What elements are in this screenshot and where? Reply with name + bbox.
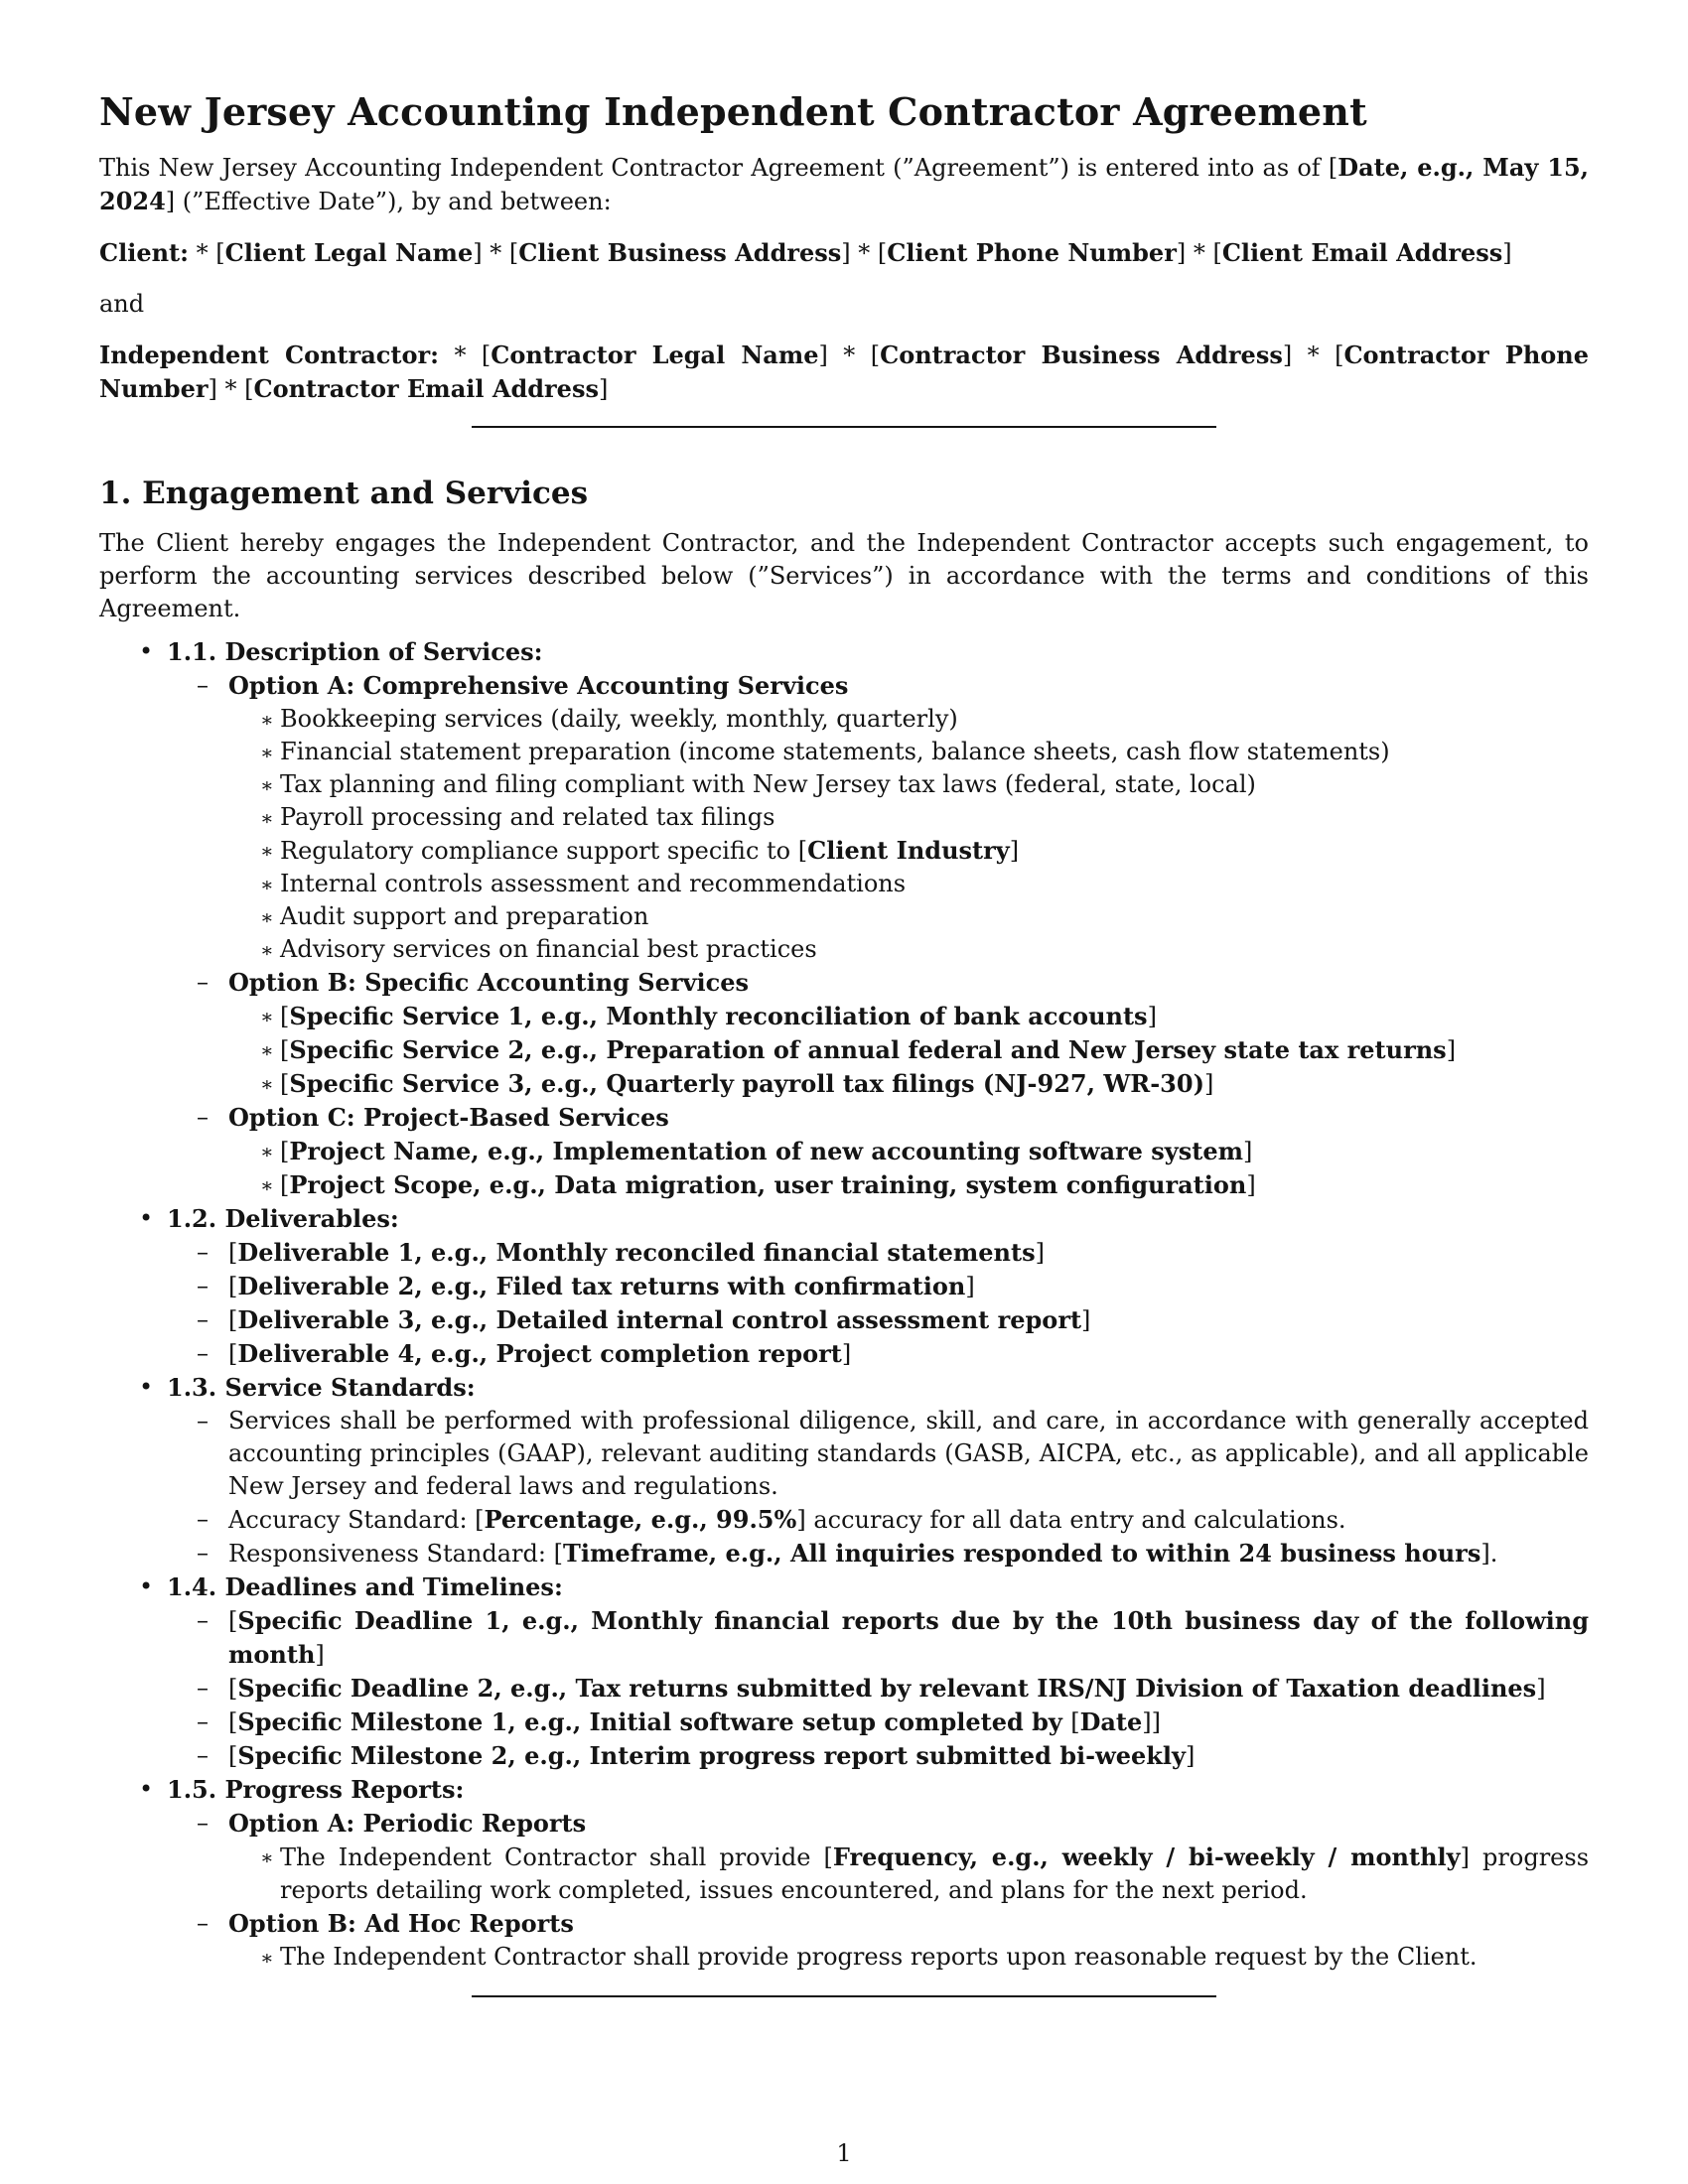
item-label: 1.4. Deadlines and Timelines: (167, 1572, 563, 1601)
placeholder-text-part: Specific Milestone 1, e.g., Initial software setup completed by (237, 1707, 1071, 1736)
list-item-1-5: • 1.5. Progress Reports: – Option A: Periodic Reports ∗ The Independent Contractor shall provide [Frequency, e.g., weekly / bi-weekly / monthly] progress reports detailing work completed, issues encountered, and plans for the next period. – Option B: Ad Hoc Reports ∗ The Independent Contractor shall provide progress reports upon reasonable request by the Client. (99, 1773, 1589, 1974)
document-page (99, 87, 1589, 1997)
sublist (197, 669, 1589, 1202)
placeholder-text: Timeframe, e.g., All inquiries responded to within 24 business hours (562, 1539, 1481, 1568)
client-industry-placeholder: Client Industry (807, 836, 1010, 865)
list-item: ∗ [Specific Service 1, e.g., Monthly reconciliation of bank accounts] (260, 1002, 1157, 1030)
list-item: ∗ The Independent Contractor shall provide progress reports upon reasonable request by the Client. (260, 1943, 1477, 1971)
placeholder-text: Deliverable 2, e.g., Filed tax returns with confirmation (237, 1272, 966, 1300)
contractor-name-placeholder: Contractor Legal Name (491, 341, 819, 369)
list-item: – Services shall be performed with professional diligence, skill, and care, in accordance with generally accepted accounting principles (GAAP), relevant auditing standards (GASB, AICPA, etc., as applicable), and all applicable New Jersey and federal laws and regulations. (197, 1407, 1589, 1500)
placeholder-text: Specific Service 3, e.g., Quarterly payroll tax filings (NJ-927, WR-30) (289, 1069, 1204, 1098)
section-1-list (99, 635, 1589, 1974)
option-b-specific: – Option B: Specific Accounting Services ∗ [Specific Service 1, e.g., Monthly reconciliation of bank accounts] ∗ [Specific Service 2, e.g., Preparation of annual federal and New Jersey state tax returns] ∗ [Specific Service 3, e.g., Quarterly payroll tax filings (NJ-927, WR-30)] (167, 966, 1589, 1101)
option-label: Option A: Comprehensive Accounting Services (228, 671, 849, 700)
item-label: 1.3. Service Standards: (167, 1373, 476, 1402)
list-item: ∗ The Independent Contractor shall provide [Frequency, e.g., weekly / bi-weekly / monthly] progress reports detailing work completed, issues encountered, and plans for the next period. (260, 1843, 1590, 1904)
option-a-comprehensive: – Option A: Comprehensive Accounting Services ∗ Bookkeeping services (daily, weekly, monthly, quarterly) ∗ Financial statement preparation (income statements, balance sheets, cash flow statements) ∗ Tax planning and filing compliant with New Jersey tax laws (federal, state, local) ∗ Payroll processing and related tax filings ∗ Regulatory compliance support specific to [Client Industry] ∗ Internal controls assessment and recommendations ∗ Audit support and preparation ∗ Advisory services on financial best practices (167, 669, 1589, 966)
item-label: 1.1. Description of Services: (167, 637, 543, 666)
option-label: Option A: Periodic Reports (228, 1809, 587, 1838)
sublist (260, 1135, 1589, 1202)
list-item: – [Specific Milestone 1, e.g., Initial software setup completed by [Date]] (197, 1707, 1162, 1736)
list-item: – [Deliverable 4, e.g., Project completion report] (197, 1339, 852, 1368)
list-item-text: Regulatory compliance support specific to (280, 837, 798, 865)
page-number: 1 (836, 2139, 852, 2167)
list-item: ∗ Payroll processing and related tax filings (260, 803, 775, 831)
item-label: 1.2. Deliverables: (167, 1204, 399, 1233)
list-item-text: Audit support and preparation (280, 902, 649, 930)
option-b-adhoc: – Option B: Ad Hoc Reports ∗ The Independent Contractor shall provide progress reports upon reasonable request by the Client. (167, 1907, 1589, 1974)
client-label: Client: (99, 238, 189, 267)
contractor-block: Independent Contractor: * [Contractor Legal Name] * [Contractor Business Address] * [Contractor Phone Number] * [Contractor Email Address] (99, 341, 1590, 403)
list-item: – [Specific Deadline 2, e.g., Tax returns submitted by relevant IRS/NJ Division of Taxation deadlines] (197, 1674, 1546, 1703)
option-label: Option B: Ad Hoc Reports (228, 1909, 574, 1938)
list-item: ∗ [Specific Service 2, e.g., Preparation of annual federal and New Jersey state tax returns] (260, 1035, 1457, 1064)
list-item: – Accuracy Standard: [Percentage, e.g., 99.5%] accuracy for all data entry and calculations. (197, 1505, 1346, 1534)
list-item: – [Specific Deadline 1, e.g., Monthly financial reports due by the 10th business day of the following month] (197, 1606, 1589, 1669)
list-item-text: Tax planning and filing compliant with New Jersey tax laws (federal, state, local) (280, 770, 1256, 798)
list-item: – [Deliverable 2, e.g., Filed tax returns with confirmation] (197, 1272, 975, 1300)
list-item: ∗ Tax planning and filing compliant with New Jersey tax laws (federal, state, local) (260, 770, 1256, 798)
list-item-1-4: • 1.4. Deadlines and Timelines: – [Specific Deadline 1, e.g., Monthly financial reports due by the 10th business day of the following month] – [Specific Deadline 2, e.g., Tax returns submitted by relevant IRS/NJ Division of Taxation deadlines] – [Specific Milestone 1, e.g., Initial software setup completed by [Date]] – [Specific Milestone 2, e.g., Interim progress report submitted bi-weekly] (99, 1570, 1589, 1773)
sublist (197, 1807, 1590, 1974)
option-label: Option C: Project-Based Services (228, 1103, 669, 1132)
list-item-1-1: • 1.1. Description of Services: – Option A: Comprehensive Accounting Services ∗ Bookkeeping services (daily, weekly, monthly, quarterly) ∗ Financial statement preparation (income statements, balance sheets, cash flow statements) ∗ Tax planning and filing compliant with New Jersey tax laws (federal, state, local) ∗ Payroll processing and related tax filings ∗ Regulatory compliance support specific to [Client Industry] ∗ Internal controls assessment and recommendations ∗ Audit support and preparation ∗ Advisory services on financial best practices – Option B: Specific Accounting Services ∗ [Specific Service 1, e.g., Monthly reconciliation of bank accounts] ∗ [Specific Service 2, e.g., Preparation of annual federal and New Jersey state tax returns] ∗ [Specific Service 3, e.g., Quarterly payroll tax filings (NJ-927, WR-30)] – Option C: Project-Based Services ∗ [Project Name, e.g., Implementation of new accounting software system] ∗ [Project Scope, e.g., Data migration, user training, system configuration] (99, 635, 1589, 1202)
list-item: ∗ [Specific Service 3, e.g., Quarterly payroll tax filings (NJ-927, WR-30)] (260, 1069, 1214, 1098)
list-item: – [Deliverable 3, e.g., Detailed internal control assessment report] (197, 1305, 1091, 1334)
list-item-text: Responsiveness Standard: (228, 1540, 554, 1568)
sublist (260, 1841, 1590, 1907)
list-item-1-3: • 1.3. Service Standards: – Services shall be performed with professional diligence, skill, and care, in accordance with generally accepted accounting principles (GAAP), relevant auditing standards (GASB, AICPA, etc., as applicable), and all applicable New Jersey and federal laws and regulations. – Accuracy Standard: [Percentage, e.g., 99.5%] accuracy for all data entry and calculations. – Responsiveness Standard: [Timeframe, e.g., All inquiries responded to within 24 business hours]. (99, 1371, 1589, 1570)
sublist (260, 1941, 1589, 1974)
list-item-text: . (1489, 1540, 1498, 1568)
list-item: – [Deliverable 1, e.g., Monthly reconciled financial statements] (197, 1238, 1045, 1267)
placeholder-text: Project Name, e.g., Implementation of new accounting software system (289, 1137, 1243, 1165)
list-item: ∗ [Project Name, e.g., Implementation of new accounting software system] (260, 1137, 1253, 1165)
intro-text-end: (”Effective Date”), by and between: (175, 188, 612, 215)
sublist (260, 1000, 1589, 1101)
client-email-placeholder: Client Email Address (1221, 238, 1503, 267)
sublist (197, 1405, 1589, 1570)
placeholder-text: Project Scope, e.g., Data migration, user training, system configuration (289, 1170, 1247, 1199)
intro-paragraph: This New Jersey Accounting Independent Contractor Agreement (”Agreement”) is entered into as of [Date, e.g., May 15, 2024] (”Effective Date”), by and between: (99, 153, 1589, 215)
list-item-text: Accuracy Standard: (228, 1506, 476, 1534)
placeholder-text: Deliverable 4, e.g., Project completion report (237, 1339, 842, 1368)
list-item-text: accuracy for all data entry and calculations. (805, 1506, 1346, 1534)
sublist (197, 1236, 1589, 1371)
sublist (260, 703, 1589, 966)
list-item-text: Services shall be performed with professional diligence, skill, and care, in accordance with generally accepted accounting principles (GAAP), relevant auditing standards (GASB, AICPA, etc., as applicable), and all applicable New Jersey and federal laws and regulations. (228, 1407, 1589, 1500)
list-item-text: Bookkeeping services (daily, weekly, monthly, quarterly) (280, 705, 958, 733)
placeholder-text: Specific Service 2, e.g., Preparation of annual federal and New Jersey state tax returns (289, 1035, 1447, 1064)
placeholder-text: Specific Deadline 1, e.g., Monthly financial reports due by the 10th business day of the following month (228, 1606, 1589, 1669)
section-1-intro: The Client hereby engages the Independent Contractor, and the Independent Contractor accepts such engagement, to perform the accounting services described below (”Services”) in accordance with the terms and conditions of this Agreement. (99, 529, 1589, 622)
client-address-placeholder: Client Business Address (518, 238, 842, 267)
placeholder-text: Deliverable 3, e.g., Detailed internal control assessment report (237, 1305, 1082, 1334)
document-title: New Jersey Accounting Independent Contractor Agreement (99, 89, 1367, 134)
date-placeholder: Date, e.g., May 15, 2024 (99, 153, 1589, 215)
option-label: Option B: Specific Accounting Services (228, 968, 749, 997)
placeholder-text: Specific Service 1, e.g., Monthly reconciliation of bank accounts (289, 1002, 1148, 1030)
list-item: ∗ Regulatory compliance support specific to [Client Industry] (260, 836, 1020, 865)
contractor-email-placeholder: Contractor Email Address (253, 374, 599, 403)
client-phone-placeholder: Client Phone Number (887, 238, 1177, 267)
frequency-placeholder: Frequency, e.g., weekly / bi-weekly / monthly (832, 1843, 1461, 1871)
contractor-address-placeholder: Contractor Business Address (880, 341, 1283, 369)
section-1-heading: 1. Engagement and Services (99, 476, 589, 511)
item-label: 1.5. Progress Reports: (167, 1775, 465, 1804)
list-item: ∗ Internal controls assessment and recommendations (260, 870, 907, 897)
list-item: ∗ Bookkeeping services (daily, weekly, monthly, quarterly) (260, 705, 958, 733)
list-item-text: Internal controls assessment and recommendations (280, 870, 907, 897)
intro-text: This New Jersey Accounting Independent Contractor Agreement (”Agreement”) is entered into as of (99, 154, 1329, 182)
list-item-text: progress reports detailing work completed, issues encountered, and plans for the next period. (280, 1843, 1590, 1904)
list-item: – Responsiveness Standard: [Timeframe, e.g., All inquiries responded to within 24 business hours]. (197, 1539, 1498, 1568)
option-a-periodic: – Option A: Periodic Reports ∗ The Independent Contractor shall provide [Frequency, e.g., weekly / bi-weekly / monthly] progress reports detailing work completed, issues encountered, and plans for the next period. (167, 1807, 1589, 1907)
list-item: ∗ Financial statement preparation (income statements, balance sheets, cash flow statements) (260, 738, 1390, 765)
date-placeholder: Date (1079, 1707, 1143, 1736)
list-item: – [Specific Milestone 2, e.g., Interim progress report submitted bi-weekly] (197, 1741, 1196, 1770)
sublist (197, 1604, 1589, 1773)
list-item-1-2: • 1.2. Deliverables: – [Deliverable 1, e.g., Monthly reconciled financial statements] – [Deliverable 2, e.g., Filed tax returns with confirmation] – [Deliverable 3, e.g., Detailed internal control assessment report] – [Deliverable 4, e.g., Project completion report] (99, 1202, 1589, 1371)
list-item: ∗ Audit support and preparation (260, 902, 649, 930)
placeholder-text: Percentage, e.g., 99.5% (484, 1505, 797, 1534)
list-item-text: The Independent Contractor shall provide progress reports upon reasonable request by the Client. (280, 1943, 1477, 1971)
list-item: ∗ Advisory services on financial best practices (260, 935, 817, 963)
list-item-text: Payroll processing and related tax filings (280, 803, 775, 831)
contractor-phone-placeholder: Contractor Phone Number (99, 341, 1590, 403)
and-text: and (99, 290, 145, 318)
placeholder-text: Deliverable 1, e.g., Monthly reconciled financial statements (237, 1238, 1036, 1267)
list-item: ∗ [Project Scope, e.g., Data migration, user training, system configuration] (260, 1170, 1256, 1199)
placeholder-text: Specific Deadline 2, e.g., Tax returns submitted by relevant IRS/NJ Division of Taxation deadlines (237, 1674, 1537, 1703)
option-c-project: – Option C: Project-Based Services ∗ [Project Name, e.g., Implementation of new accounting software system] ∗ [Project Scope, e.g., Data migration, user training, system configuration] (167, 1101, 1589, 1202)
contractor-label: Independent Contractor: (99, 341, 440, 369)
list-item-text: Financial statement preparation (income statements, balance sheets, cash flow statements) (280, 738, 1390, 765)
placeholder-text (237, 1707, 1070, 1736)
placeholder-text: Specific Milestone 2, e.g., Interim progress report submitted bi-weekly (237, 1741, 1186, 1770)
list-item-text: The Independent Contractor shall provide (280, 1843, 824, 1871)
list-item-text: Advisory services on financial best practices (280, 935, 817, 963)
client-name-placeholder: Client Legal Name (224, 238, 474, 267)
client-block: Client: * [Client Legal Name] * [Client Business Address] * [Client Phone Number] * [Client Email Address] (99, 238, 1512, 267)
section-divider-bottom (472, 1995, 1216, 1997)
